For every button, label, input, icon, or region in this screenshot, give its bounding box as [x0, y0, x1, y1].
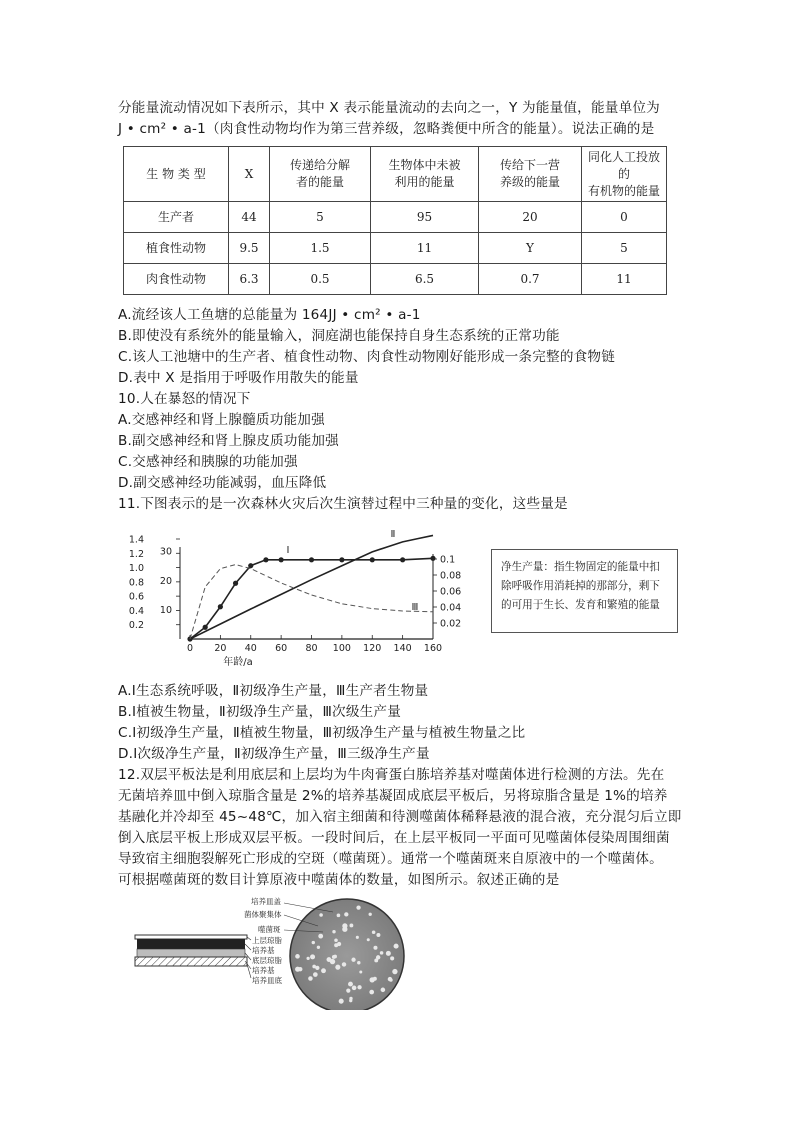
series-point	[218, 604, 223, 609]
table-cell: 6.5	[371, 264, 479, 295]
q10-option-b: B.副交感神经和肾上腺皮质功能加强	[118, 433, 339, 449]
series-line-left_inner	[190, 558, 433, 639]
table-cell: 1.5	[270, 233, 371, 264]
series-point	[263, 557, 268, 562]
intro-line-1: 分能量流动情况如下表所示，其中 X 表示能量流动的去向之一，Y 为能量值，能量单位为	[118, 100, 660, 116]
plaque-dot	[318, 934, 323, 939]
plaque-dot	[342, 962, 346, 966]
plaque-dot	[348, 982, 353, 987]
q9-option-b: B.即使没有系统外的能量输入，洞庭湖也能保持自身生态系统的正常功能	[118, 328, 560, 344]
table-row	[124, 264, 667, 295]
inner-tick-label: 20	[159, 575, 172, 587]
q11-stem: 11.下图表示的是一次森林火灾后次生演替过程中三种量的变化，这些量是	[118, 496, 568, 512]
header-to-decomposer: 传递给分解 者的能量	[270, 147, 371, 202]
q12-line-1: 12.双层平板法是利用底层和上层均为牛肉膏蛋白胨培养基对噬菌体进行检测的方法。先在	[118, 767, 665, 783]
plaque-dot	[306, 957, 309, 960]
q12-line-6: 可根据噬菌斑的数目计算原液中噬菌体的数量，如图所示。叙述正确的是	[118, 872, 560, 888]
plaque-dot	[376, 933, 380, 937]
x-tick-label: 160	[423, 643, 443, 654]
table-cell: 20	[479, 202, 582, 233]
series-point	[430, 556, 435, 561]
plaque-dot	[295, 954, 300, 959]
plaque-dot	[332, 930, 335, 933]
label-bacterial-lawn: 菌体聚集体	[244, 910, 282, 919]
label-plaque: 噬菌斑	[258, 925, 281, 934]
plaque-dot	[295, 967, 300, 972]
series-point	[248, 563, 253, 568]
outer-tick-label: 0.6	[128, 591, 144, 603]
plaque-dot	[352, 986, 357, 991]
table-cell: 44	[229, 202, 270, 233]
plaque-dot	[357, 961, 360, 964]
series-point	[279, 557, 284, 562]
plaque-dot	[369, 990, 374, 995]
plaque-dot	[342, 923, 347, 928]
plaque-dot	[351, 958, 355, 962]
table-cell: 5	[270, 202, 371, 233]
series-point	[233, 581, 238, 586]
plaque-dot	[344, 912, 348, 916]
plaque-dot	[381, 988, 386, 993]
q11-option-a: A.Ⅰ生态系统呼吸，Ⅱ初级净生产量，Ⅲ生产者生物量	[118, 683, 429, 699]
table-cell: 0.5	[270, 264, 371, 295]
plaque-dot	[356, 936, 359, 939]
q10-stem: 10.人在暴怒的情况下	[118, 391, 251, 407]
plaque-dot	[380, 951, 384, 955]
plaque-dot	[334, 943, 338, 947]
table-cell: 生产者	[124, 202, 229, 233]
right-tick-label: 0.04	[440, 602, 462, 614]
plaque-dot	[357, 985, 361, 989]
header-x: X	[229, 147, 270, 202]
plaque-dot	[372, 930, 376, 934]
inner-tick-label: 10	[159, 605, 172, 617]
plaque-dot	[392, 969, 397, 974]
right-tick-label: 0.06	[440, 586, 462, 598]
plaque-dot	[367, 938, 370, 941]
header-unused: 生物体中未被 利用的能量	[371, 147, 479, 202]
plaque-dot	[349, 924, 353, 928]
q12-line-4: 倒入底层平板上形成双层平板。一段时间后，在上层平板同一平面可见噬菌体侵染周围细菌	[118, 830, 670, 846]
series-point	[203, 625, 208, 630]
q11-option-c: C.Ⅰ初级净生产量，Ⅱ植被生物量，Ⅲ初级净生产量与植被生物量之比	[118, 725, 526, 741]
plaque-dot	[376, 955, 380, 959]
x-tick-label: 80	[305, 643, 318, 654]
outer-tick-label: 1.4	[128, 534, 144, 546]
table-cell: 肉食性动物	[124, 264, 229, 295]
q12-line-5: 导致宿主细胞裂解死亡形成的空斑（噬菌斑）。通常一个噬菌斑来自原液中的一个噬菌体。	[118, 851, 663, 867]
q12-line-2: 无菌培养皿中倒入琼脂含量是 2%的培养基凝固成底层平板后，另将琼脂含量是 1%的培养	[118, 788, 668, 804]
series-label: Ⅰ	[286, 545, 290, 556]
label-dish-bottom: 培养皿底	[252, 976, 282, 985]
plaque-dot	[321, 968, 326, 973]
plaque-dot	[334, 939, 338, 943]
plaque-dot	[310, 954, 315, 959]
inner-tick-label: 30	[159, 546, 172, 558]
table-cell: 95	[371, 202, 479, 233]
outer-tick-label: 0.8	[128, 577, 144, 589]
series-label: Ⅲ	[411, 602, 419, 613]
q11-option-b: B.Ⅰ植被生物量，Ⅱ初级净生产量，Ⅲ次级生产量	[118, 704, 402, 720]
plaque-dot	[359, 970, 362, 973]
x-axis-label: 年龄/a	[223, 657, 253, 668]
outer-tick-label: 0.4	[128, 605, 144, 617]
right-tick-label: 0.1	[440, 554, 456, 566]
table-cell: 11	[582, 264, 667, 295]
x-tick-label: 100	[332, 643, 351, 654]
plaque-dot	[317, 946, 320, 949]
double-layer-plate-figure	[133, 892, 417, 1010]
plaque-dot	[313, 972, 318, 977]
table-cell: 0	[582, 202, 667, 233]
right-tick-label: 0.08	[440, 570, 462, 582]
plaque-dot	[394, 944, 399, 949]
label-top-agar: 上层琼脂	[252, 936, 282, 945]
plaque-dot	[346, 988, 350, 992]
energy-flow-table	[123, 146, 667, 295]
label-medium-1: 培养基	[252, 946, 275, 955]
header-organism-type: 生 物 类 型	[124, 147, 229, 202]
plaque-dot	[386, 951, 391, 956]
plaque-dot	[308, 976, 313, 981]
intro-line-2: J • cm² • a-1（肉食性动物均作为第三营养级，忽略粪便中所含的能量）。说法正确的是	[118, 121, 655, 137]
plaque-dot	[315, 966, 319, 970]
q9-option-d: D.表中 X 是指用于呼吸作用散失的能量	[118, 370, 359, 386]
right-tick-label: 0.02	[440, 618, 462, 630]
plaque-dot	[356, 905, 360, 909]
label-medium-2: 培养基	[252, 966, 275, 975]
table-row	[124, 202, 667, 233]
x-tick-label: 60	[275, 643, 288, 654]
outer-tick-label: 1.0	[128, 563, 144, 575]
series-point	[309, 557, 314, 562]
plaque-dot	[369, 913, 372, 916]
table-cell: 11	[371, 233, 479, 264]
q10-option-d: D.副交感神经功能减弱，血压降低	[118, 475, 327, 491]
series-label: Ⅱ	[390, 529, 396, 540]
plate-side-view	[135, 935, 247, 966]
series-line-right	[190, 565, 433, 639]
table-cell: Y	[479, 233, 582, 264]
plaque-dot	[339, 999, 344, 1004]
q12-line-3: 基融化并冷却至 45~48℃，加入宿主细菌和待测噬菌体稀释悬液的混合液，充分混匀后立即	[118, 809, 682, 825]
outer-tick-label: 0.2	[128, 620, 144, 632]
plaque-dot	[373, 977, 377, 981]
table-cell: 植食性动物	[124, 233, 229, 264]
q10-option-a: A.交感神经和肾上腺髓质功能加强	[118, 412, 325, 428]
plaque-dot	[327, 957, 332, 962]
table-cell: 5	[582, 233, 667, 264]
q10-option-c: C.交感神经和胰腺的功能加强	[118, 454, 298, 470]
plaque-dot	[335, 965, 340, 970]
series-point	[400, 557, 405, 562]
label-dish-cover: 培养皿盖	[251, 897, 281, 906]
q9-option-a: A.流经该人工鱼塘的总能量为 164JJ • cm² • a-1	[118, 307, 421, 323]
plaque-dot	[337, 913, 341, 917]
net-production-note: 净生产量：指生物固定的能量中扣除呼吸作用消耗掉的那部分，剩下的可用于生长、发育和繁殖的能量	[491, 549, 678, 633]
label-bottom-agar: 底层琼脂	[252, 956, 282, 965]
table-cell: 0.7	[479, 264, 582, 295]
x-tick-label: 20	[214, 643, 227, 654]
series-line-left_outer	[190, 535, 433, 639]
table-row	[124, 233, 667, 264]
table-header-row	[124, 147, 667, 202]
plaque-dot	[332, 955, 336, 959]
plaque-dot	[312, 941, 315, 944]
series-point	[370, 557, 375, 562]
x-tick-label: 40	[244, 643, 257, 654]
plaque-dot	[349, 999, 352, 1002]
q11-option-d: D.Ⅰ次级净生产量，Ⅱ初级净生产量，Ⅲ三级净生产量	[118, 746, 430, 762]
x-tick-label: 140	[393, 643, 412, 654]
table-cell: 9.5	[229, 233, 270, 264]
plaque-dot	[373, 946, 377, 950]
q9-option-c: C.该人工池塘中的生产者、植食性动物、肉食性动物刚好能形成一条完整的食物链	[118, 349, 615, 365]
x-tick-label: 120	[363, 643, 382, 654]
table-cell: 6.3	[229, 264, 270, 295]
header-to-next-level: 传给下一营 养级的能量	[479, 147, 582, 202]
series-point	[339, 557, 344, 562]
header-artificial-input: 同化人工投放的 有机物的能量	[582, 147, 667, 202]
x-tick-label: 0	[186, 643, 194, 654]
plaque-dot	[389, 978, 393, 982]
plaque-dot	[390, 956, 394, 960]
outer-tick-label: 1.2	[128, 548, 144, 560]
plaque-dot	[319, 913, 323, 917]
